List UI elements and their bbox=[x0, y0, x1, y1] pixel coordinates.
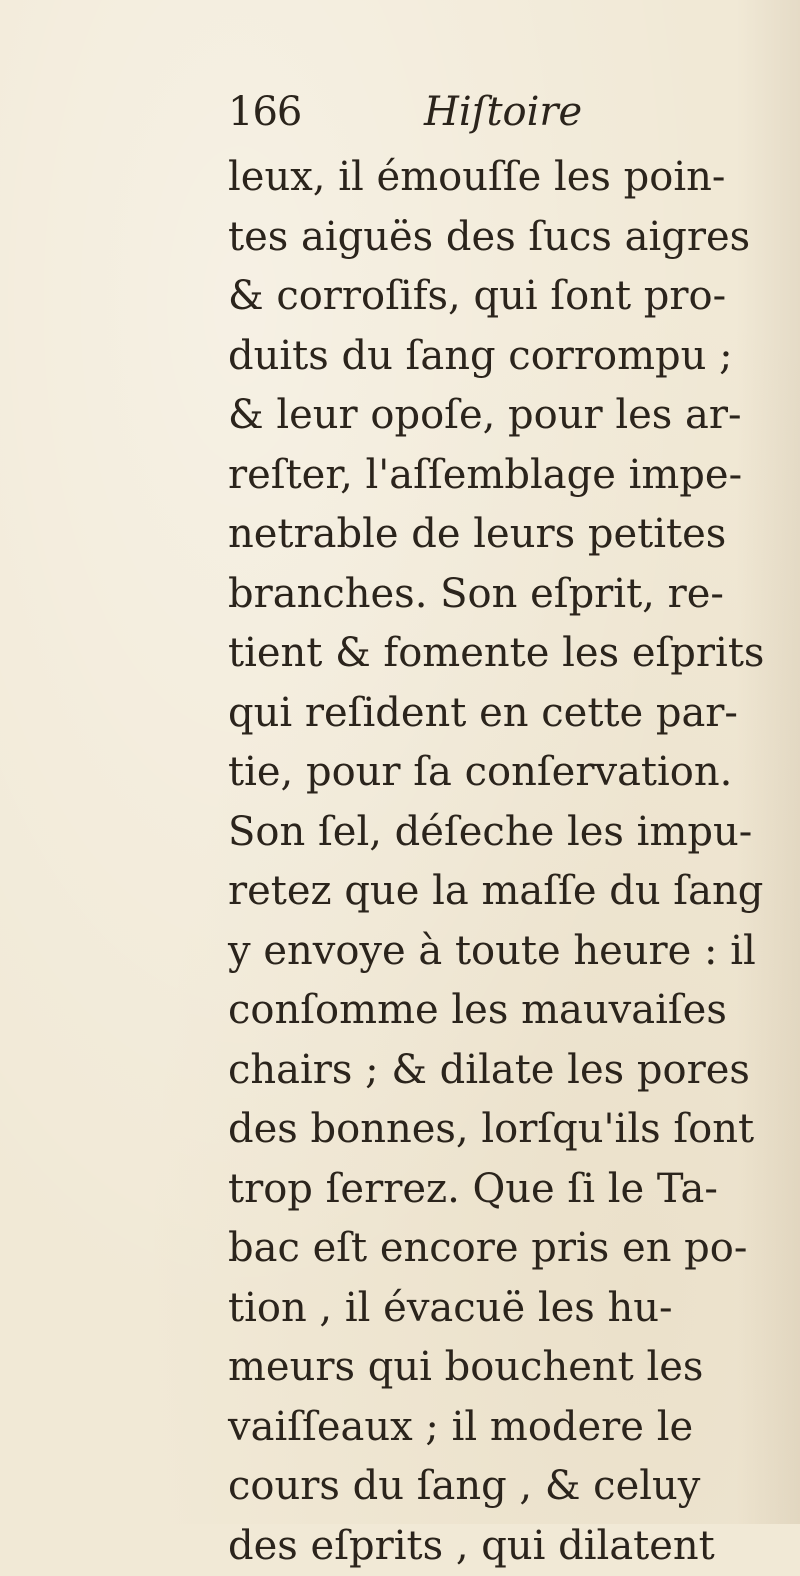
text-line: tient & fomente les eſprits bbox=[228, 624, 788, 684]
text-line: qui reſident en cette par- bbox=[228, 684, 788, 744]
body-text bbox=[228, 148, 788, 1448]
text-line: tes aiguës des ſucs aigres bbox=[228, 208, 788, 268]
text-line: netrable de leurs petites bbox=[228, 505, 788, 565]
text-line: des bonnes, lorſqu'ils ſont bbox=[228, 1100, 788, 1160]
page-number: 166 bbox=[228, 82, 301, 142]
text-line: cours du ſang , & celuy bbox=[228, 1457, 788, 1517]
running-head bbox=[228, 82, 648, 142]
text-line: Son ſel, déſeche les impu- bbox=[228, 803, 788, 863]
text-line: chairs ; & dilate les pores bbox=[228, 1041, 788, 1101]
text-line: tion , il évacuë les hu- bbox=[228, 1279, 788, 1339]
text-line: meurs qui bouchent les bbox=[228, 1338, 788, 1398]
text-line: des eſprits , qui dilatent bbox=[228, 1517, 788, 1576]
text-line: trop ſerrez. Que ſi le Ta- bbox=[228, 1160, 788, 1220]
text-line: retez que la maſſe du ſang bbox=[228, 862, 788, 922]
text-line: duits du ſang corrompu ; bbox=[228, 327, 788, 387]
text-line: branches. Son eſprit, re- bbox=[228, 565, 788, 625]
text-line: conſomme les mauvaiſes bbox=[228, 981, 788, 1041]
text-line: & corroſifs, qui ſont pro- bbox=[228, 267, 788, 327]
text-line: & leur opoſe, pour les ar- bbox=[228, 386, 788, 446]
text-line: reſter, l'aſſemblage impe- bbox=[228, 446, 788, 506]
text-line: y envoye à toute heure : il bbox=[228, 922, 788, 982]
text-line: vaiſſeaux ; il modere le bbox=[228, 1398, 788, 1458]
text-line: tie, pour ſa conſervation. bbox=[228, 743, 788, 803]
text-line: leux, il émouſſe les poin- bbox=[228, 148, 788, 208]
text-line: bac eſt encore pris en po- bbox=[228, 1219, 788, 1279]
running-head-title: Hiſtoire bbox=[424, 82, 582, 142]
